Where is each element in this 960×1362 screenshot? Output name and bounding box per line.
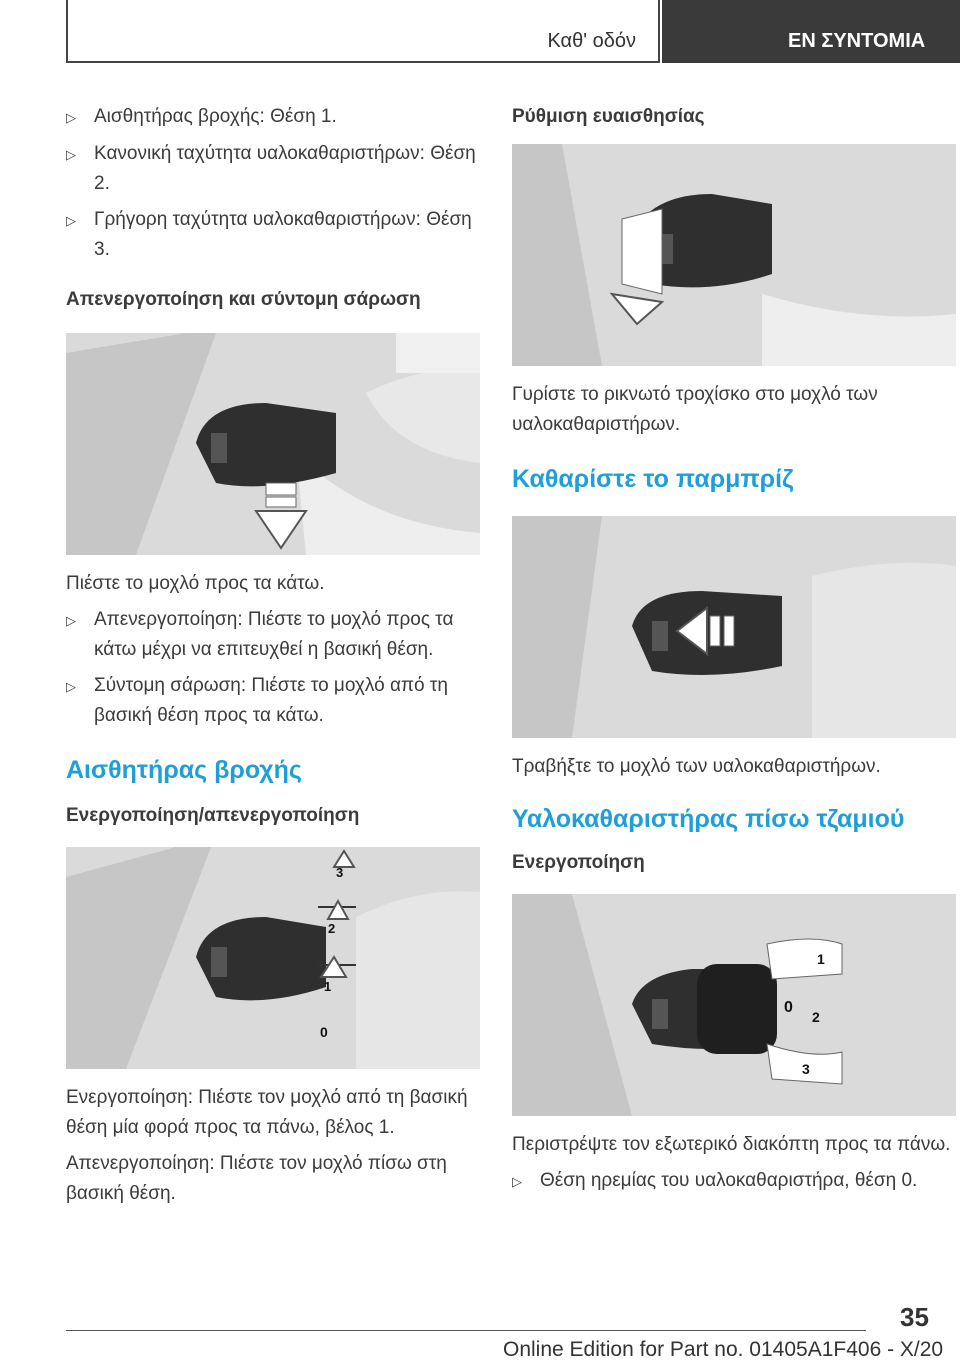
- list-item: ▷ Αισθητήρας βροχής: Θέση 1.: [66, 102, 480, 133]
- heading-clean-windscreen: Καθαρίστε το παρμπρίζ: [512, 465, 794, 493]
- header-chapter-label: EN ΣΥΝΤΟΜΙΑ: [788, 30, 926, 52]
- footer-edition: Online Edition for Part no. 01405A1F406 - X/20: [503, 1338, 944, 1361]
- fig-label-0: 0: [320, 1024, 328, 1040]
- paragraph: Πιέστε το μοχλό προς τα κάτω.: [66, 573, 325, 594]
- subheading-activation: Ενεργοποίηση/απενεργοποίηση: [66, 805, 360, 826]
- triangle-bullet-icon: ▷: [66, 213, 76, 228]
- paragraph: Ενεργοποίηση: Πιέστε τον μοχλό από τη βασική θέση μία φορά προς τα πάνω, βέλος 1.: [66, 1087, 468, 1138]
- fig-label-3: 3: [336, 865, 344, 880]
- paragraph: Απενεργοποίηση: Πιέστε τον μοχλό πίσω στη βασική θέση.: [66, 1153, 447, 1204]
- figure-lever-positions: [66, 847, 480, 1069]
- figure-lever-down: [66, 333, 480, 555]
- header-chapter-tab: [662, 0, 960, 63]
- triangle-bullet-icon: ▷: [512, 1174, 522, 1189]
- figure-thumbwheel: [512, 144, 956, 366]
- header-section-label: Καθ' οδόν: [547, 30, 636, 52]
- subheading-activation-rear: Ενεργοποίηση: [512, 852, 645, 873]
- fig-label-0: 0: [784, 999, 793, 1016]
- triangle-bullet-icon: ▷: [66, 679, 76, 694]
- fig-label-3: 3: [802, 1061, 810, 1077]
- list-item: ▷ Θέση ηρεμίας του υαλοκαθαριστήρα, θέση 0.: [512, 1166, 956, 1197]
- triangle-bullet-icon: ▷: [66, 613, 76, 628]
- list-item: ▷ Κανονική ταχύτητα υαλοκαθαριστήρων: Θέση 2.: [66, 139, 480, 199]
- fig-label-2: 2: [328, 921, 336, 936]
- paragraph: Περιστρέψτε τον εξωτερικό διακόπτη προς τα πάνω.: [512, 1134, 951, 1155]
- paragraph: Τραβήξτε το μοχλό των υαλοκαθαριστήρων.: [512, 756, 881, 777]
- subheading-sensitivity: Ρύθμιση ευαισθησίας: [512, 106, 705, 127]
- fig-label-1: 1: [817, 951, 825, 967]
- figure-lever-pull: [512, 516, 956, 738]
- triangle-bullet-icon: ▷: [66, 110, 76, 125]
- subheading-deactivate: Απενεργοποίηση και σύντομη σάρωση: [66, 289, 421, 310]
- left-column: [66, 102, 480, 1215]
- triangle-bullet-icon: ▷: [66, 147, 76, 162]
- list-item: ▷ Σύντομη σάρωση: Πιέστε το μοχλό από τη βασική θέση προς τα κάτω.: [66, 671, 480, 731]
- list-item: ▷ Γρήγορη ταχύτητα υαλοκαθαριστήρων: Θέση 3.: [66, 205, 480, 265]
- right-column: [512, 102, 956, 1203]
- figure-rear-switch: [512, 894, 956, 1116]
- page-number: 35: [900, 1302, 929, 1332]
- fig-label-2: 2: [812, 1009, 820, 1025]
- header-section-tab: [66, 0, 660, 63]
- footer-divider: [66, 1330, 866, 1331]
- heading-rain-sensor: Αισθητήρας βροχής: [66, 756, 302, 784]
- paragraph: Γυρίστε το ρικνωτό τροχίσκο στο μοχλό των υαλοκαθαριστήρων.: [512, 384, 878, 435]
- list-item: ▷ Απενεργοποίηση: Πιέστε το μοχλό προς τα κάτω μέχρι να επιτευχθεί η βασική θέση.: [66, 605, 480, 665]
- heading-rear-wiper: Υαλοκαθαριστήρας πίσω τζαμιού: [512, 805, 905, 833]
- fig-label-1: 1: [324, 979, 332, 994]
